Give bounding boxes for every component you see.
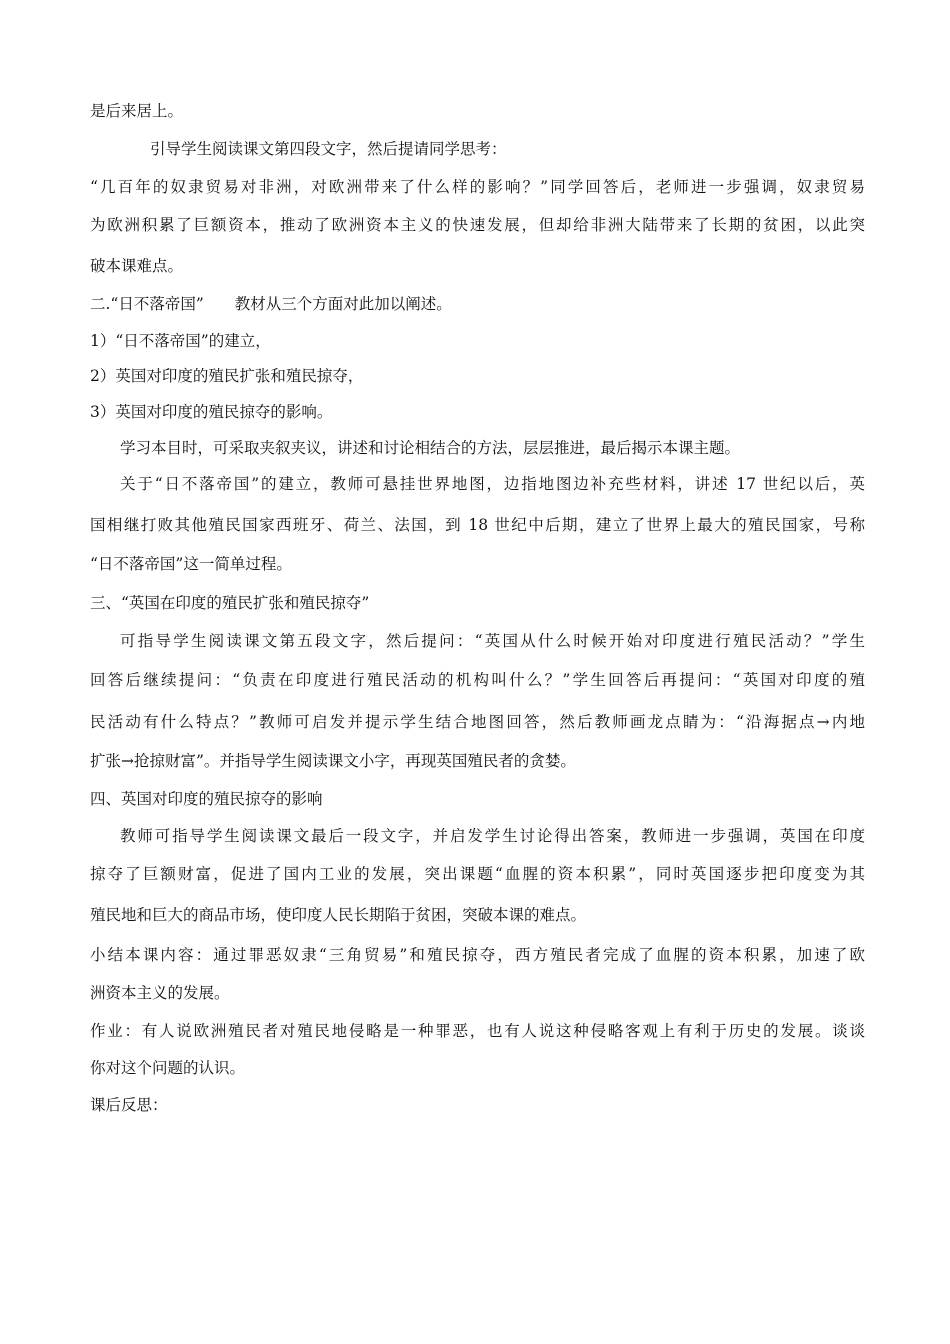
text-line: 作业：有人说欧洲殖民者对殖民地侵略是一种罪恶，也有人说这种侵略客观上有利于历史的发展。谈谈	[90, 1022, 865, 1040]
text-line: 殖民地和巨大的商品市场，使印度人民长期陷于贫困，突破本课的难点。	[90, 906, 587, 924]
list-item: 3）英国对印度的殖民掠夺的影响。	[90, 403, 333, 421]
text-line: 掠夺了巨额财富，促进了国内工业的发展，突出课题“血腥的资本积累”，同时英国逐步把印度变为其	[90, 865, 865, 883]
text-line: 教师可指导学生阅读课文最后一段文字，并启发学生讨论得出答案，教师进一步强调，英国在印度	[120, 827, 865, 845]
list-item: 1）“日不落帝国”的建立，	[90, 332, 271, 350]
section-heading: 二.“日不落帝国” 教材从三个方面对此加以阐述。	[90, 295, 452, 313]
text-line: 可指导学生阅读课文第五段文字，然后提问：“英国从什么时候开始对印度进行殖民活动？”学生	[120, 632, 865, 650]
text-line: “几百年的奴隶贸易对非洲，对欧洲带来了什么样的影响？”同学回答后，老师进一步强调，奴隶贸易	[90, 178, 865, 196]
text-line: 扩张→抢掠财富”。并指导学生阅读课文小字，再现英国殖民者的贪婪。	[90, 752, 576, 770]
text-line: 关于“日不落帝国”的建立，教师可悬挂世界地图，边指地图边补充些材料，讲述 17 世纪以后，英	[120, 475, 865, 493]
text-line: 是后来居上。	[90, 102, 184, 120]
text-line: 为欧洲积累了巨额资本，推动了欧洲资本主义的快速发展，但却给非洲大陆带来了长期的贫困，以此突	[90, 216, 865, 234]
text-line: 引导学生阅读课文第四段文字，然后提请同学思考：	[150, 140, 507, 158]
text-line: 课后反思：	[90, 1096, 168, 1114]
section-heading: 三、“英国在印度的殖民扩张和殖民掠夺”	[90, 594, 370, 612]
text-line: 国相继打败其他殖民国家西班牙、荷兰、法国，到 18 世纪中后期，建立了世界上最大的殖民国家，号称	[90, 516, 865, 534]
text-line: 洲资本主义的发展。	[90, 984, 230, 1002]
text-line: 小结本课内容：通过罪恶奴隶“三角贸易”和殖民掠夺，西方殖民者完成了血腥的资本积累，加速了欧	[90, 946, 865, 964]
text-line: 民活动有什么特点？”教师可启发并提示学生结合地图回答，然后教师画龙点睛为：“沿海据点→内地	[90, 713, 865, 731]
text-line: 学习本目时，可采取夹叙夹议，讲述和讨论相结合的方法，层层推进，最后揭示本课主题。	[120, 439, 741, 457]
list-item: 2）英国对印度的殖民扩张和殖民掠夺，	[90, 367, 364, 385]
section-heading: 四、英国对印度的殖民掠夺的影响	[90, 790, 323, 808]
text-line: 你对这个问题的认识。	[90, 1059, 246, 1077]
text-line: “日不落帝国”这一简单过程。	[90, 555, 292, 573]
text-line: 回答后继续提问：“负责在印度进行殖民活动的机构叫什么？”学生回答后再提问：“英国对印度的殖	[90, 671, 865, 689]
text-line: 破本课难点。	[90, 257, 184, 275]
